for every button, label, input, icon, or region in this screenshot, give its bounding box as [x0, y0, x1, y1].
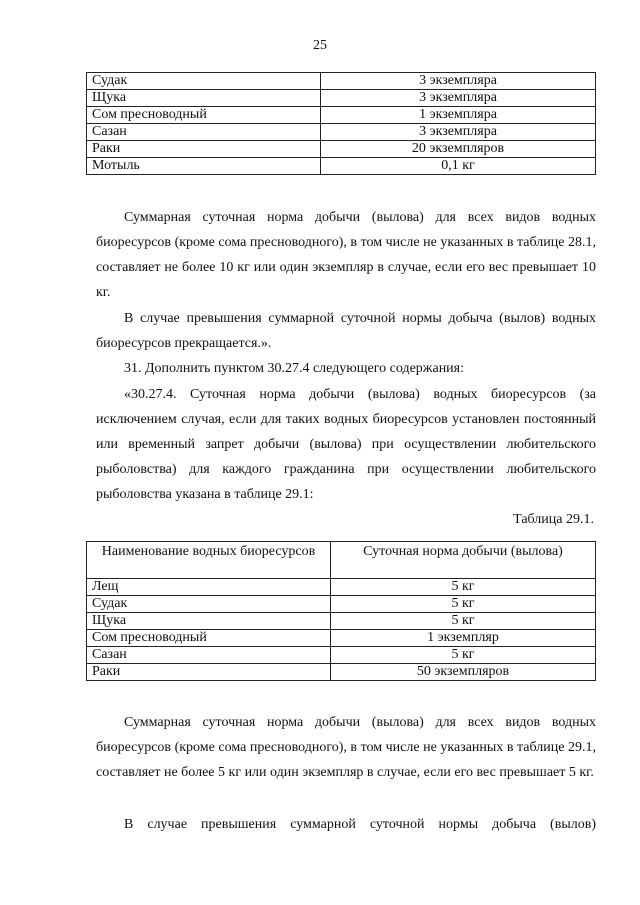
species-cell: Раки	[87, 664, 331, 681]
species-cell: Судак	[87, 596, 331, 613]
species-cell: Щука	[87, 613, 331, 630]
table-row	[87, 613, 596, 630]
table-row	[87, 90, 596, 107]
fish-norms-table-29-1	[86, 541, 596, 681]
paragraph-total-norm-28: Суммарная суточная норма добычи (вылова) для всех видов водных биоресурсов (кроме сома пресноводного), в том числе не указанных в таблице 28.1, составляет не более 10 кг или один экземпляр в случае, если его вес превышает 10 кг.	[96, 210, 596, 300]
norm-cell: 3 экземпляра	[321, 73, 596, 90]
table-row	[87, 107, 596, 124]
column-header-norm: Суточная норма добычи (вылова)	[331, 542, 596, 579]
norm-cell: 1 экземпляра	[321, 107, 596, 124]
paragraph-30-27-4: «30.27.4. Суточная норма добычи (вылова) водных биоресурсов (за исключением случая, если для таких водных биоресурсов установлен постоянный или временный запрет добычи (вылова) при осуществлении любительского рыболовства) для каждого гражданина при осуществлении любительского рыболовства указана в таблице 29.1:	[96, 387, 596, 502]
norm-cell: 5 кг	[331, 647, 596, 664]
norm-cell: 3 экземпляра	[321, 124, 596, 141]
norm-cell: 5 кг	[331, 579, 596, 596]
table-row	[87, 158, 596, 175]
norm-cell: 50 экземпляров	[331, 664, 596, 681]
species-cell: Сом пресноводный	[87, 630, 331, 647]
species-cell: Судак	[87, 73, 321, 90]
page-number: 25	[313, 38, 327, 53]
paragraph-total-norm-29: Суммарная суточная норма добычи (вылова) для всех видов водных биоресурсов (кроме сома пресноводного), в том числе не указанных в таблице 29.1, составляет не более 5 кг или один экземпляр в случае, если его вес превышает 5 кг.	[96, 715, 596, 780]
species-cell: Сазан	[87, 647, 331, 664]
norm-cell: 5 кг	[331, 596, 596, 613]
table-row	[87, 124, 596, 141]
norm-cell: 5 кг	[331, 613, 596, 630]
species-cell: Сом пресноводный	[87, 107, 321, 124]
norm-cell: 3 экземпляра	[321, 90, 596, 107]
species-cell: Сазан	[87, 124, 321, 141]
table-row	[87, 73, 596, 90]
table-header-row	[87, 542, 596, 579]
species-cell: Лещ	[87, 579, 331, 596]
fish-norms-table-28-1	[86, 72, 596, 175]
paragraph-exceed-29: В случае превышения суммарной суточной нормы добыча (вылов)	[124, 817, 596, 832]
table-row	[87, 664, 596, 681]
table-caption: Таблица 29.1.	[513, 512, 594, 527]
table-row	[87, 596, 596, 613]
column-header-species: Наименование водных биоресурсов	[87, 542, 331, 579]
species-cell: Щука	[87, 90, 321, 107]
table-row	[87, 579, 596, 596]
table-row	[87, 141, 596, 158]
species-cell: Раки	[87, 141, 321, 158]
paragraph-exceed-28: В случае превышения суммарной суточной нормы добыча (вылов) водных биоресурсов прекращается.».	[96, 311, 596, 351]
norm-cell: 0,1 кг	[321, 158, 596, 175]
table-row	[87, 630, 596, 647]
species-cell: Мотыль	[87, 158, 321, 175]
table-row	[87, 647, 596, 664]
norm-cell: 1 экземпляр	[331, 630, 596, 647]
norm-cell: 20 экземпляров	[321, 141, 596, 158]
paragraph-amendment-31: 31. Дополнить пунктом 30.27.4 следующего содержания:	[124, 361, 465, 376]
